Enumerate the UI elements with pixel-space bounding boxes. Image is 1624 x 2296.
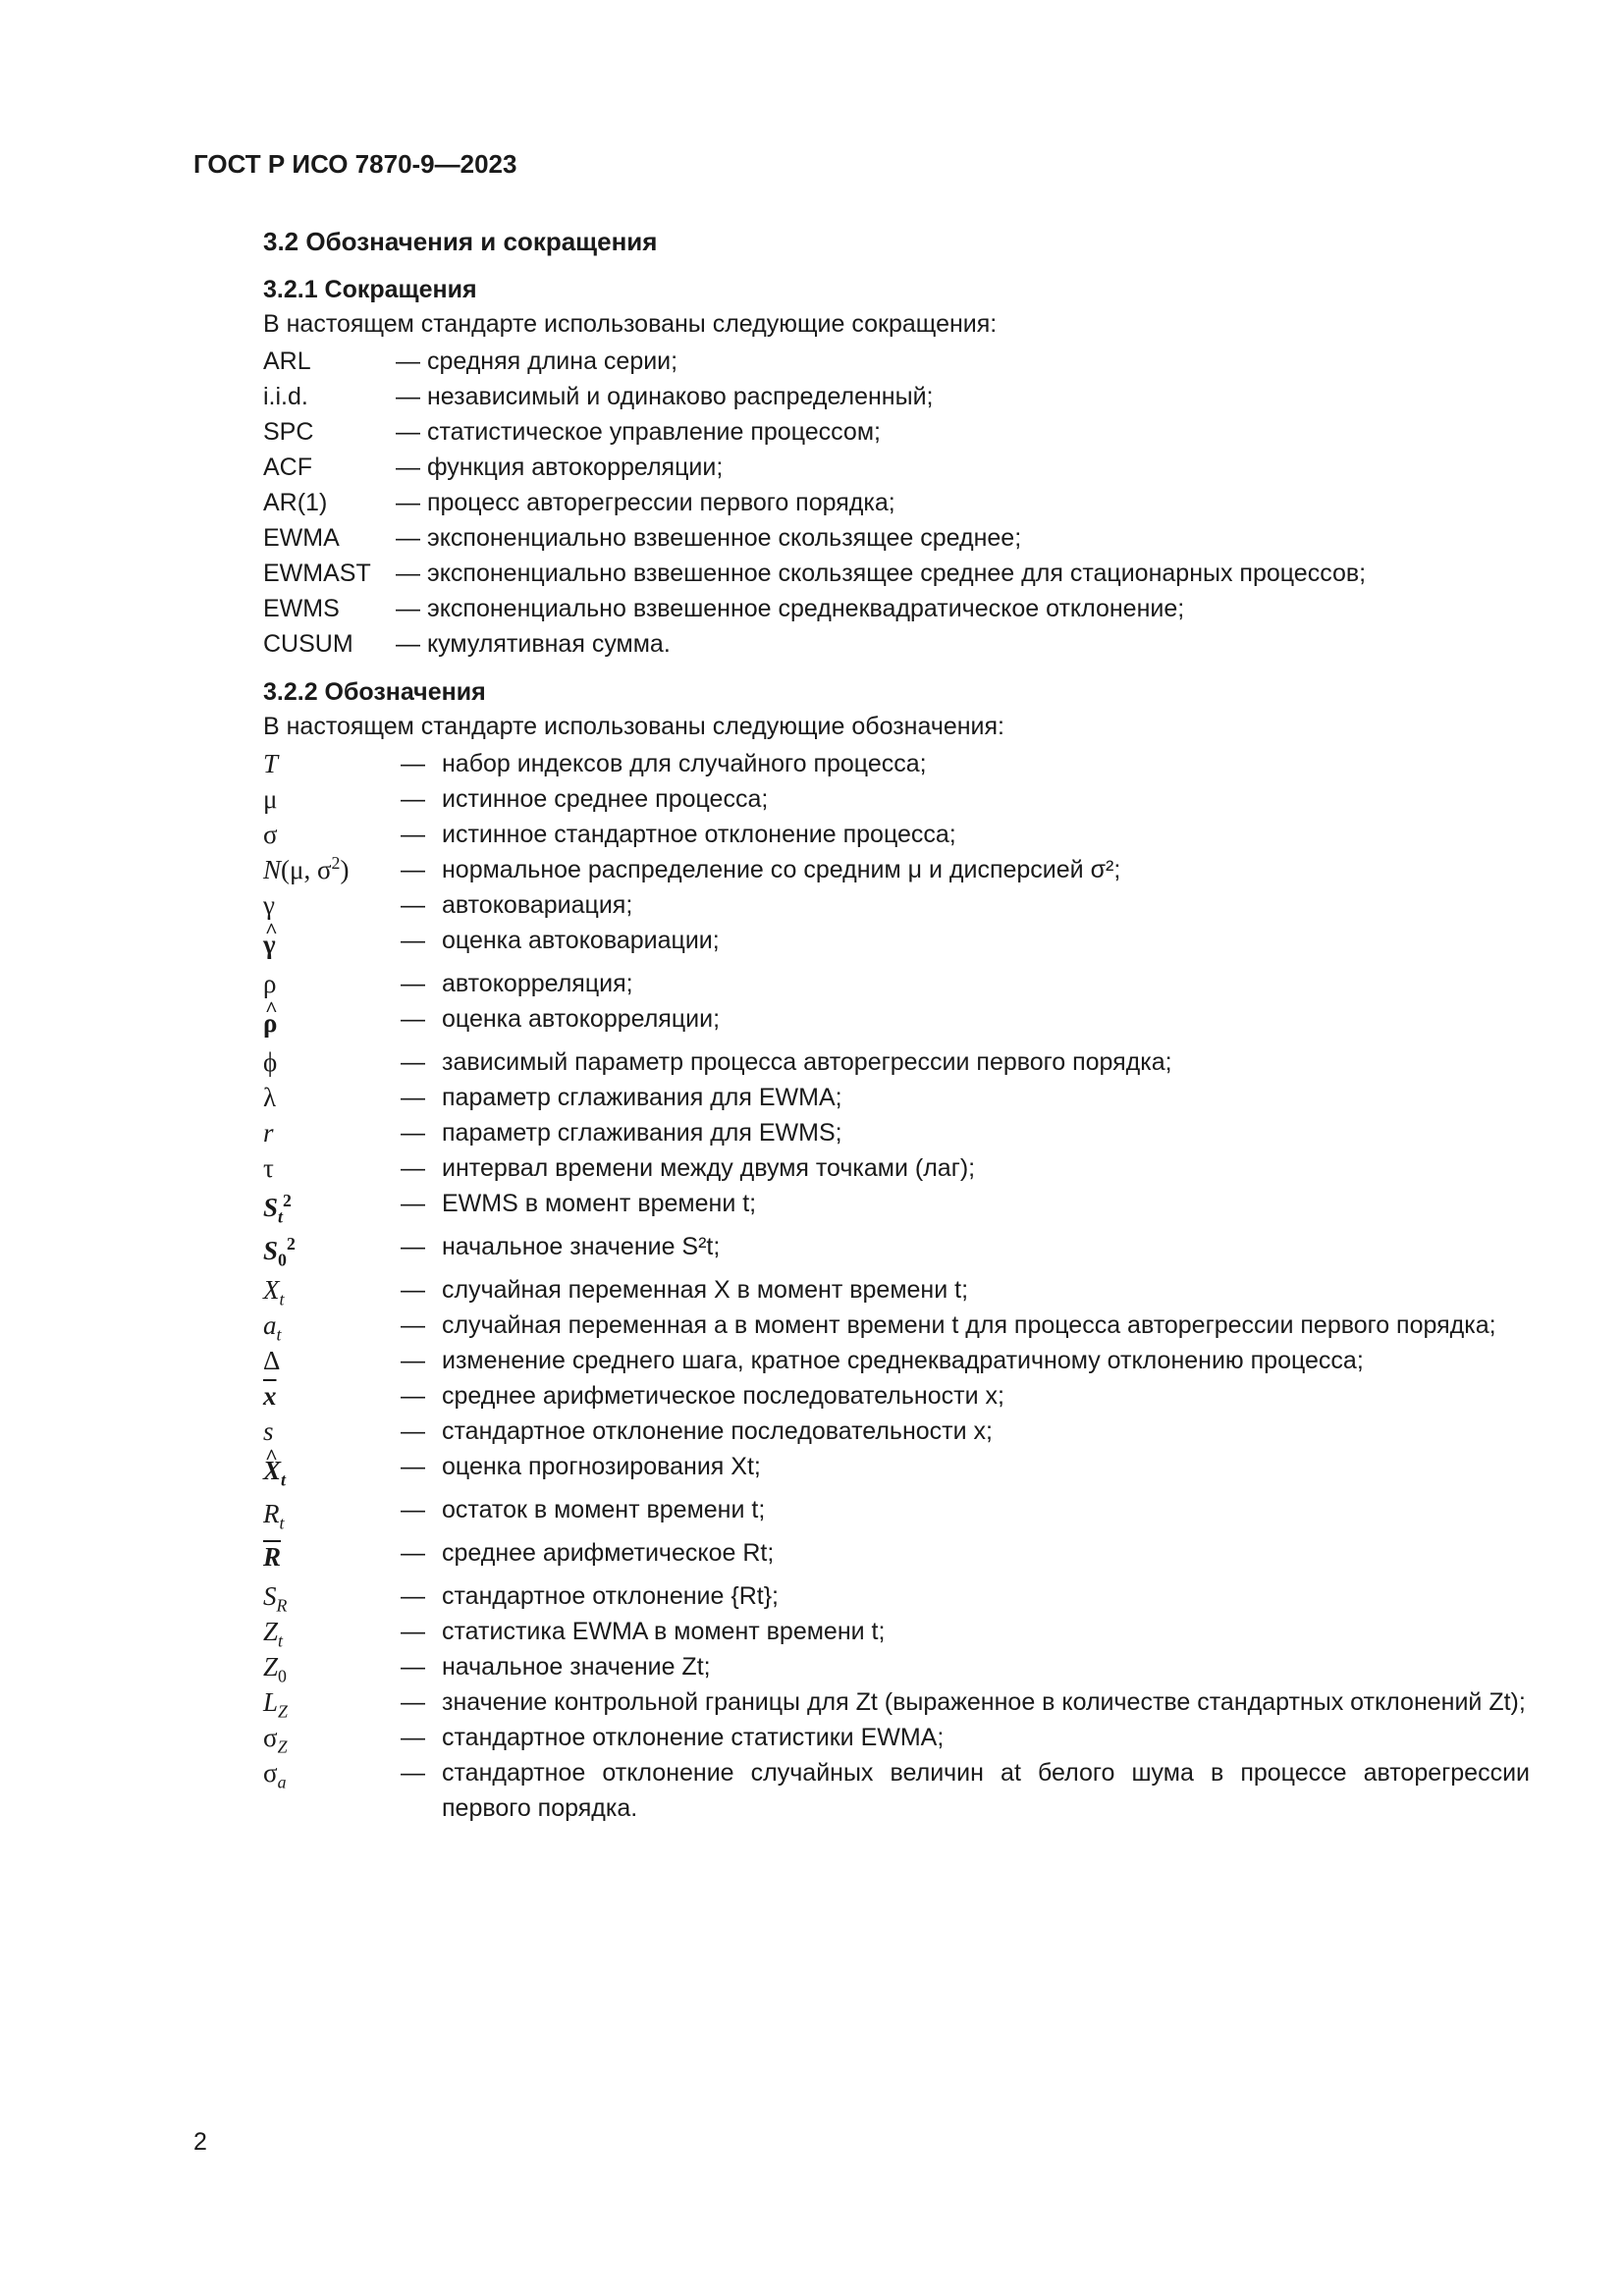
symbol-definition: начальное значение S²t; xyxy=(442,1233,721,1260)
symbol-definition: автоковариация; xyxy=(442,891,633,919)
symbol-dash: — xyxy=(401,927,425,954)
abbr-definition: — статистическое управление процессом; xyxy=(396,418,881,446)
abbr-term: ARL xyxy=(263,347,311,375)
symbol-definition: набор индексов для случайного процесса; xyxy=(442,750,927,777)
symbol-definition: случайная переменная a в момент времени t для процесса авторегрессии первого порядка; xyxy=(442,1311,1496,1339)
symbol-dash: — xyxy=(401,1311,425,1339)
symbol-term: r xyxy=(263,1118,274,1148)
abbr-row xyxy=(263,591,1530,626)
symbol-row xyxy=(263,923,1530,966)
symbol-dash: — xyxy=(401,1005,425,1033)
abbr-definition: — кумулятивная сумма. xyxy=(396,630,671,658)
abbr-definition: — экспоненциально взвешенное среднеквадратическое отклонение; xyxy=(396,595,1185,622)
abbr-term: AR(1) xyxy=(263,489,328,516)
abbr-definition: — экспоненциально взвешенное скользящее среднее; xyxy=(396,524,1022,552)
symbol-term: T xyxy=(263,749,279,778)
symbol-dash: — xyxy=(401,1119,425,1147)
abbreviations-intro: В настоящем стандарте использованы следующие сокращения: xyxy=(263,310,998,338)
symbol-definition: стандартное отклонение последовательности x; xyxy=(442,1417,993,1445)
symbol-row xyxy=(263,1150,1530,1186)
symbol-row xyxy=(263,966,1530,1001)
symbol-row xyxy=(263,1492,1530,1535)
symbol-term: $a_t$ xyxy=(263,1310,282,1345)
symbols-list xyxy=(263,746,1530,1826)
symbol-term: Δ xyxy=(263,1346,281,1375)
symbol-dash: — xyxy=(401,1582,425,1610)
symbol-term: γ xyxy=(263,890,275,920)
document-content xyxy=(263,224,1530,1826)
symbol-term: ^ γ xyxy=(263,923,401,966)
symbol-term: ρ xyxy=(263,969,277,998)
symbol-dash: — xyxy=(401,1759,425,1787)
symbol-row xyxy=(263,1449,1530,1492)
abbr-row xyxy=(263,485,1530,520)
symbol-definition: стандартное отклонение статистики EWMA; xyxy=(442,1724,945,1751)
symbol-term: $Z_0$ xyxy=(263,1652,287,1686)
symbol-term: ϕ xyxy=(263,1047,278,1077)
symbol-dash: — xyxy=(401,1190,425,1217)
symbol-definition: стандартное отклонение {Rt}; xyxy=(442,1582,780,1610)
symbol-definition: стандартное отклонение случайных величин at белого шума в процессе авторегрессии первого порядка. xyxy=(442,1759,1530,1822)
symbol-row xyxy=(263,1535,1530,1578)
symbol-definition: истинное стандартное отклонение процесса; xyxy=(442,821,956,848)
symbol-definition: среднее арифметическое последовательности x; xyxy=(442,1382,1004,1410)
symbol-dash: — xyxy=(401,1154,425,1182)
symbol-dash: — xyxy=(401,1688,425,1716)
symbol-definition: начальное значение Zt; xyxy=(442,1653,711,1681)
symbol-term: $R_t$ xyxy=(263,1499,285,1533)
symbol-term: λ xyxy=(263,1083,277,1112)
symbol-definition: статистика EWMA в момент времени t; xyxy=(442,1618,886,1645)
symbol-row xyxy=(263,1080,1530,1115)
symbol-dash: — xyxy=(401,1653,425,1681)
symbol-definition: изменение среднего шага, кратное среднеквадратичному отклонению процесса; xyxy=(442,1347,1364,1374)
symbol-term: $\sigma_Z$ xyxy=(263,1723,288,1757)
abbr-row xyxy=(263,556,1530,591)
abbr-definition: — средняя длина серии; xyxy=(396,347,678,375)
symbol-definition: параметр сглаживания для EWMA; xyxy=(442,1084,842,1111)
symbol-term: s xyxy=(263,1416,274,1446)
symbol-definition: значение контрольной границы для Zt (выраженное в количестве стандартных отклонений Zt); xyxy=(442,1688,1526,1716)
abbr-definition: — экспоненциально взвешенное скользящее среднее для стационарных процессов; xyxy=(396,560,1367,587)
symbol-dash: — xyxy=(401,1724,425,1751)
section-title: 3.2 Обозначения и сокращения xyxy=(263,227,658,256)
symbol-dash: — xyxy=(401,1382,425,1410)
symbol-term: $\overline{R}$ xyxy=(263,1542,282,1572)
symbol-definition: остаток в момент времени t; xyxy=(442,1496,766,1523)
symbol-row xyxy=(263,1684,1530,1720)
symbol-dash: — xyxy=(401,750,425,777)
abbr-definition: — процесс авторегрессии первого порядка; xyxy=(396,489,895,516)
symbol-dash: — xyxy=(401,1539,425,1567)
symbol-term: $S_0^2$ xyxy=(263,1234,296,1270)
abbr-term: SPC xyxy=(263,418,314,446)
abbr-term: ACF xyxy=(263,454,312,481)
symbol-dash: — xyxy=(401,1084,425,1111)
symbol-dash: — xyxy=(401,821,425,848)
symbol-term: ^ $X_t$ xyxy=(263,1449,401,1492)
symbol-row xyxy=(263,1755,1530,1826)
symbol-dash: — xyxy=(401,970,425,997)
symbol-dash: — xyxy=(401,1048,425,1076)
symbol-term: $\sigma_a$ xyxy=(263,1758,287,1792)
symbol-dash: — xyxy=(401,1496,425,1523)
symbol-definition: оценка автокорреляции; xyxy=(442,1005,721,1033)
symbol-dash: — xyxy=(401,891,425,919)
symbol-row xyxy=(263,1308,1530,1343)
symbol-term: $Z_t$ xyxy=(263,1617,283,1651)
symbols-title: 3.2.2 Обозначения xyxy=(263,678,486,706)
symbol-definition: автокорреляция; xyxy=(442,970,633,997)
symbol-definition: оценка прогнозирования Xt; xyxy=(442,1453,761,1480)
symbol-term: ^ ρ xyxy=(263,1001,401,1044)
abbr-term: i.i.d. xyxy=(263,383,308,410)
symbol-term: $S_t^2$ xyxy=(263,1191,292,1227)
symbol-row xyxy=(263,1272,1530,1308)
symbol-term: $S_R$ xyxy=(263,1581,288,1616)
abbr-term: CUSUM xyxy=(263,630,353,658)
symbol-dash: — xyxy=(401,785,425,813)
symbol-row xyxy=(263,1001,1530,1044)
document-header: ГОСТ Р ИСО 7870-9—2023 xyxy=(193,149,517,179)
symbol-definition: зависимый параметр процесса авторегрессии первого порядка; xyxy=(442,1048,1172,1076)
page-number: 2 xyxy=(193,2128,207,2156)
symbol-row xyxy=(263,746,1530,781)
symbol-row xyxy=(263,887,1530,923)
symbol-row xyxy=(263,1044,1530,1080)
abbr-row xyxy=(263,414,1530,450)
symbol-row xyxy=(263,1378,1530,1414)
symbol-term: $X_t$ xyxy=(263,1275,285,1309)
symbol-definition: EWMS в момент времени t; xyxy=(442,1190,757,1217)
symbol-dash: — xyxy=(401,1417,425,1445)
symbol-dash: — xyxy=(401,1233,425,1260)
abbr-term: EWMAST xyxy=(263,560,371,587)
abbr-definition: — функция автокорреляции; xyxy=(396,454,724,481)
symbol-definition: оценка автоковариации; xyxy=(442,927,720,954)
symbol-dash: — xyxy=(401,1347,425,1374)
symbols-intro: В настоящем стандарте использованы следующие обозначения: xyxy=(263,713,1005,740)
symbol-dash: — xyxy=(401,856,425,883)
symbol-definition: параметр сглаживания для EWMS; xyxy=(442,1119,842,1147)
symbol-row xyxy=(263,1229,1530,1272)
symbol-definition: случайная переменная X в момент времени t; xyxy=(442,1276,969,1304)
symbol-row xyxy=(263,1649,1530,1684)
symbol-term: $\overline{x}$ xyxy=(263,1381,277,1411)
abbreviations-title: 3.2.1 Сокращения xyxy=(263,276,477,303)
symbol-dash: — xyxy=(401,1276,425,1304)
symbol-row xyxy=(263,852,1530,887)
symbol-definition: интервал времени между двумя точками (лаг); xyxy=(442,1154,976,1182)
abbr-row xyxy=(263,344,1530,379)
abbr-term: EWMA xyxy=(263,524,340,552)
symbol-row xyxy=(263,1614,1530,1649)
symbol-row xyxy=(263,1720,1530,1755)
symbol-row xyxy=(263,1414,1530,1449)
abbr-row xyxy=(263,626,1530,662)
symbol-definition: среднее арифметическое Rt; xyxy=(442,1539,775,1567)
symbol-row xyxy=(263,781,1530,817)
symbol-row xyxy=(263,1578,1530,1614)
symbol-term: σ xyxy=(263,820,278,849)
symbol-definition: истинное среднее процесса; xyxy=(442,785,769,813)
symbol-dash: — xyxy=(401,1618,425,1645)
symbol-dash: — xyxy=(401,1453,425,1480)
abbr-row xyxy=(263,450,1530,485)
symbol-row xyxy=(263,817,1530,852)
symbol-definition: нормальное распределение со средним μ и дисперсией σ²; xyxy=(442,856,1121,883)
symbol-term: τ xyxy=(263,1153,274,1183)
abbr-definition: — независимый и одинаково распределенный; xyxy=(396,383,934,410)
abbreviations-list xyxy=(263,344,1530,662)
symbol-term: $L_Z$ xyxy=(263,1687,288,1722)
symbol-row xyxy=(263,1343,1530,1378)
abbr-row xyxy=(263,379,1530,414)
symbol-term: μ xyxy=(263,784,278,814)
abbr-row xyxy=(263,520,1530,556)
symbol-row xyxy=(263,1186,1530,1229)
symbol-row xyxy=(263,1115,1530,1150)
abbr-term: EWMS xyxy=(263,595,340,622)
symbol-term: N(μ, $\sigma^2$) xyxy=(263,853,350,884)
